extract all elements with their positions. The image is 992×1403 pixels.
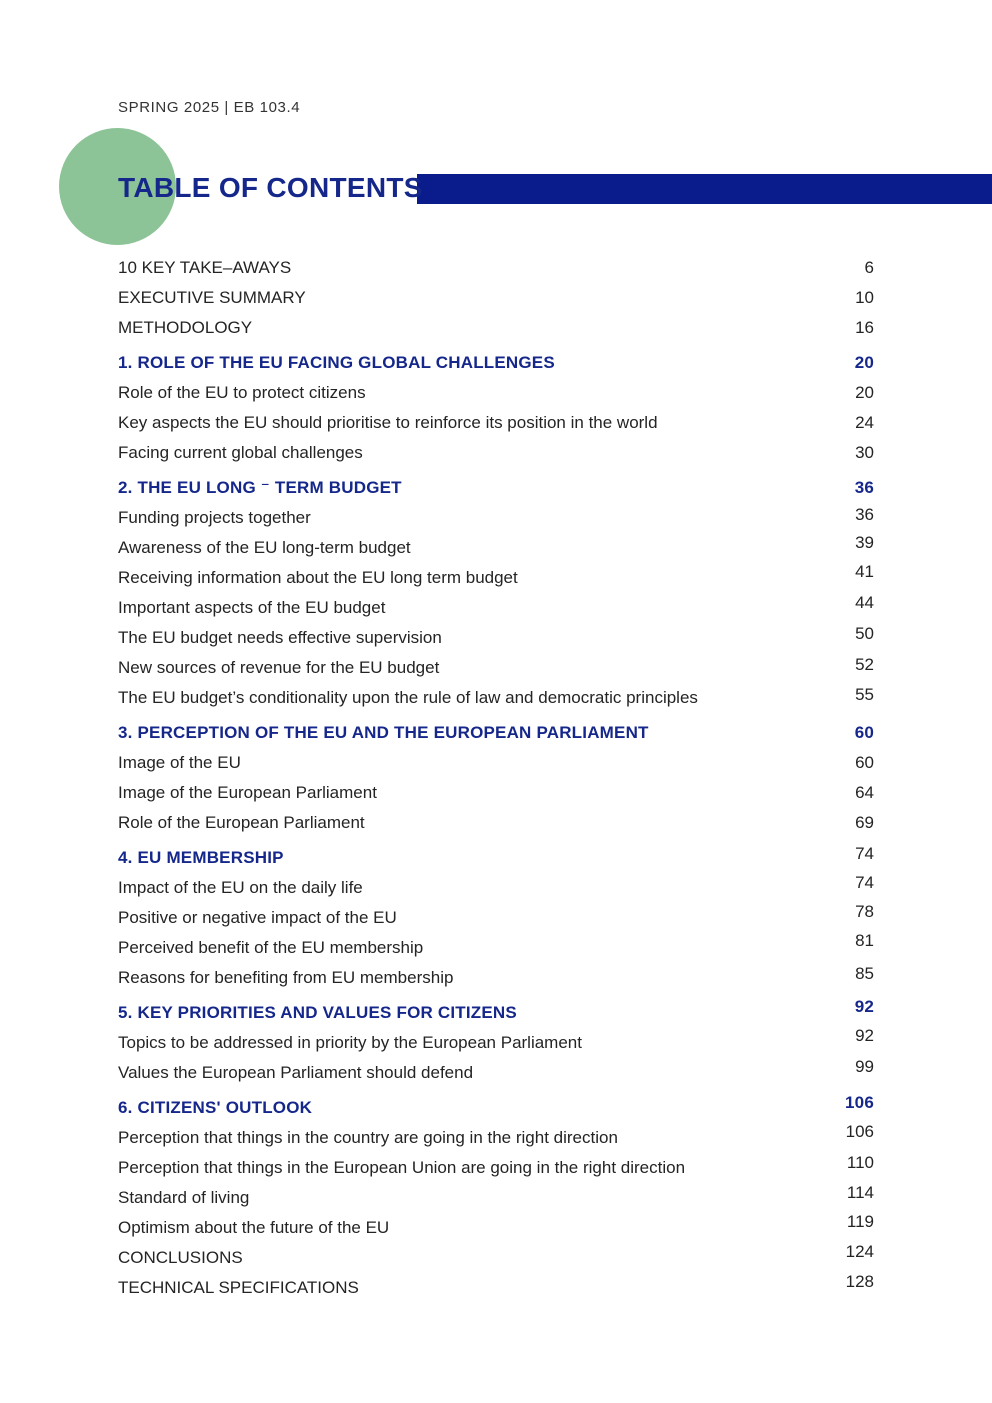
toc-entry-label: Perception that things in the country are going in the right direction: [118, 1128, 618, 1147]
toc-row: [118, 1123, 874, 1153]
toc-page-number: 55: [855, 685, 874, 704]
toc-row: [118, 533, 874, 563]
toc-row: [118, 903, 874, 933]
toc-entry-label: Values the European Parliament should defend: [118, 1063, 474, 1082]
toc-page-number: 69: [855, 813, 874, 832]
toc-page-number: 60: [854, 723, 874, 742]
toc-page-number: 16: [855, 318, 874, 337]
toc-entry-label: Optimism about the future of the EU: [118, 1218, 390, 1237]
toc-section-row: [118, 1093, 874, 1123]
toc-row: [118, 1028, 874, 1058]
toc-entry-label: 5. KEY PRIORITIES AND VALUES FOR CITIZENS: [118, 1003, 517, 1022]
toc-row: [118, 593, 874, 623]
toc-page-number: 36: [854, 478, 874, 497]
toc-page-number: 20: [854, 353, 874, 372]
toc-page-number: 10: [855, 288, 874, 307]
toc-entry-label: 4. EU MEMBERSHIP: [118, 848, 284, 867]
toc-entry-label: CONCLUSIONS: [118, 1248, 243, 1267]
toc-entry-label: EXECUTIVE SUMMARY: [118, 288, 306, 307]
toc-entry-label: Impact of the EU on the daily life: [118, 878, 363, 897]
toc-row: [118, 683, 874, 713]
toc-entry-label: METHODOLOGY: [118, 318, 253, 337]
toc-entry-label: Image of the European Parliament: [118, 783, 377, 802]
toc-page-number: 74: [855, 873, 874, 892]
toc-row: [118, 778, 874, 808]
toc-page-number: 39: [855, 533, 874, 552]
toc-page-number: 41: [855, 562, 874, 581]
toc-section-row: [118, 998, 874, 1028]
table-of-contents-list: [118, 253, 874, 1303]
toc-entry-label: Positive or negative impact of the EU: [118, 908, 397, 927]
toc-entry-label: Perception that things in the European Union are going in the right direction: [118, 1158, 686, 1177]
toc-page-number: 50: [855, 624, 874, 643]
toc-row: [118, 283, 874, 313]
toc-entry-label: 2. THE EU LONG ⁻ TERM BUDGET: [118, 478, 402, 497]
toc-page-number: 85: [855, 964, 874, 983]
toc-page-number: 6: [864, 258, 874, 277]
toc-entry-label: Role of the EU to protect citizens: [118, 383, 366, 402]
toc-entry-label: 1. ROLE OF THE EU FACING GLOBAL CHALLENGES: [118, 353, 555, 372]
toc-row: [118, 1213, 874, 1243]
toc-page-number: 128: [845, 1272, 874, 1291]
toc-entry-label: 10 KEY TAKE–AWAYS: [118, 258, 292, 277]
toc-section-row: [118, 718, 874, 748]
toc-entry-label: Awareness of the EU long-term budget: [118, 538, 411, 557]
toc-row: [118, 1153, 874, 1183]
toc-row: [118, 623, 874, 653]
toc-entry-label: The EU budget’s conditionality upon the rule of law and democratic principles: [118, 688, 698, 707]
toc-entry-label: Receiving information about the EU long term budget: [118, 568, 518, 587]
toc-row: [118, 253, 874, 283]
toc-page-number: 106: [845, 1093, 874, 1112]
toc-page-number: 92: [854, 997, 874, 1016]
title-accent-bar: [417, 174, 992, 204]
toc-entry-label: Key aspects the EU should prioritise to reinforce its position in the world: [118, 413, 658, 432]
toc-page-number: 30: [855, 443, 874, 462]
toc-entry-label: The EU budget needs effective supervision: [118, 628, 442, 647]
toc-entry-label: Reasons for benefiting from EU membership: [118, 968, 454, 987]
toc-row: [118, 438, 874, 468]
toc-row: [118, 873, 874, 903]
toc-page-number: 119: [846, 1212, 874, 1231]
toc-page-number: 60: [855, 753, 874, 772]
toc-entry-label: Facing current global challenges: [118, 443, 363, 462]
toc-row: [118, 653, 874, 683]
toc-section-row: [118, 843, 874, 873]
toc-page-number: 44: [855, 593, 874, 612]
toc-entry-label: Standard of living: [118, 1188, 250, 1207]
toc-section-row: [118, 473, 874, 503]
toc-page-number: 81: [855, 931, 874, 950]
toc-page-number: 78: [855, 902, 874, 921]
toc-row: [118, 748, 874, 778]
toc-page-number: 124: [845, 1242, 874, 1261]
page-title: TABLE OF CONTENTS: [118, 172, 423, 203]
toc-row: [118, 1243, 874, 1273]
toc-entry-label: Role of the European Parliament: [118, 813, 365, 832]
toc-page-number: 106: [845, 1122, 874, 1141]
toc-page-number: 52: [855, 655, 874, 674]
toc-entry-label: Funding projects together: [118, 508, 311, 527]
toc-row: [118, 1058, 874, 1088]
toc-entry-label: New sources of revenue for the EU budget: [118, 658, 440, 677]
toc-entry-label: Topics to be addressed in priority by the European Parliament: [118, 1033, 582, 1052]
toc-row: [118, 808, 874, 838]
toc-row: [118, 963, 874, 993]
toc-row: [118, 503, 874, 533]
toc-page-number: 24: [855, 413, 874, 432]
toc-section-row: [118, 348, 874, 378]
toc-entry-label: Important aspects of the EU budget: [118, 598, 386, 617]
toc-entry-label: 6. CITIZENS' OUTLOOK: [118, 1098, 313, 1117]
toc-row: [118, 933, 874, 963]
toc-row: [118, 408, 874, 438]
toc-page-number: 92: [855, 1026, 874, 1045]
report-edition-label: SPRING 2025 | EB 103.4: [118, 99, 301, 116]
toc-page-number: 99: [855, 1057, 874, 1076]
toc-entry-label: Image of the EU: [118, 753, 241, 772]
toc-entry-label: 3. PERCEPTION OF THE EU AND THE EUROPEAN PARLIAMENT: [118, 723, 649, 742]
toc-page-number: 74: [855, 844, 874, 863]
toc-row: [118, 378, 874, 408]
toc-page-number: 20: [855, 383, 874, 402]
toc-row: [118, 1273, 874, 1303]
toc-page-number: 114: [846, 1183, 874, 1202]
toc-page-number: 36: [855, 505, 874, 524]
toc-page-number: 110: [846, 1153, 874, 1172]
toc-entry-label: TECHNICAL SPECIFICATIONS: [118, 1278, 359, 1297]
toc-row: [118, 1183, 874, 1213]
toc-row: [118, 563, 874, 593]
toc-row: [118, 313, 874, 343]
toc-entry-label: Perceived benefit of the EU membership: [118, 938, 424, 957]
toc-page-number: 64: [855, 783, 874, 802]
